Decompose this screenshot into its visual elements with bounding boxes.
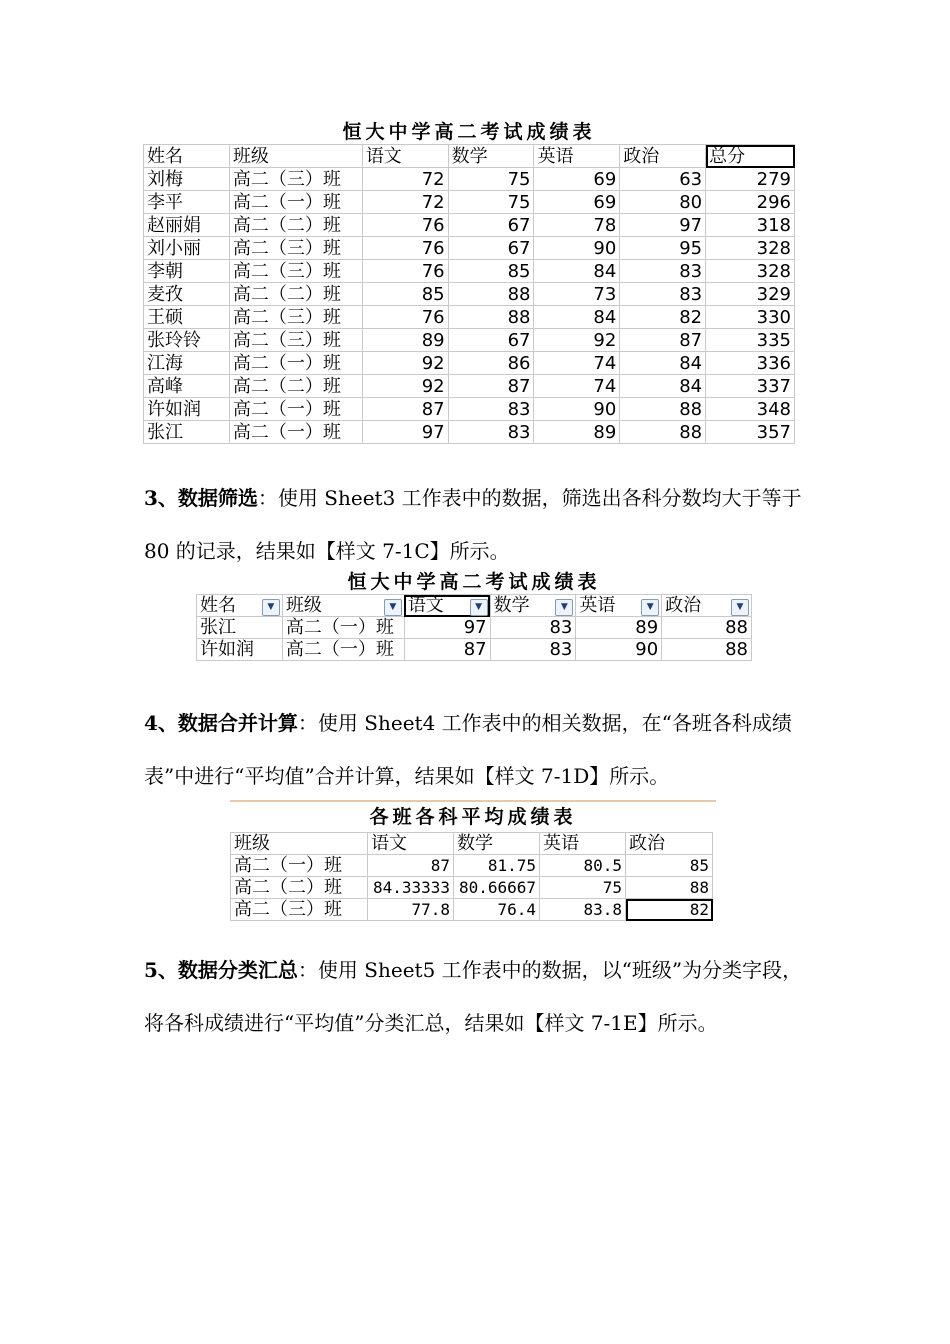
number-cell[interactable]: 88 [620, 398, 706, 421]
number-cell[interactable]: 74 [534, 352, 620, 375]
text-cell[interactable]: 高二（一）班 [282, 617, 404, 639]
number-cell[interactable]: 84 [534, 306, 620, 329]
table-row [144, 168, 795, 191]
number-cell[interactable]: 74 [534, 375, 620, 398]
number-cell[interactable]: 328 [706, 237, 795, 260]
number-cell[interactable]: 95 [620, 237, 706, 260]
text-cell[interactable]: 高二（二）班 [229, 214, 362, 237]
instruction-paragraph-5 [144, 944, 809, 1050]
text-cell[interactable]: 高峰 [144, 375, 230, 398]
number-cell[interactable]: 72 [362, 168, 448, 191]
header-cell[interactable]: 姓名 [144, 145, 230, 168]
text-cell[interactable]: 高二（一）班 [229, 191, 362, 214]
number-cell[interactable]: 89 [362, 329, 448, 352]
table-row [144, 375, 795, 398]
number-cell[interactable]: 76 [362, 214, 448, 237]
number-cell[interactable]: 87 [362, 398, 448, 421]
number-cell[interactable]: 83 [490, 617, 576, 639]
filter-header-row [197, 595, 752, 617]
filter-dropdown-icon[interactable]: ▼ [470, 599, 488, 616]
number-cell[interactable]: 87 [448, 375, 534, 398]
filter-dropdown-icon[interactable]: ▼ [384, 599, 402, 616]
text-cell[interactable]: 高二（三）班 [229, 237, 362, 260]
text-cell[interactable]: 张江 [197, 617, 283, 639]
header-cell[interactable]: 数学 [454, 833, 540, 855]
number-cell[interactable]: 92 [362, 375, 448, 398]
text-cell[interactable]: 高二（二）班 [229, 283, 362, 306]
number-cell[interactable]: 92 [534, 329, 620, 352]
average-table-title: 各班各科平均成绩表 [230, 800, 716, 832]
number-cell[interactable]: 67 [448, 214, 534, 237]
number-cell[interactable]: 75 [448, 191, 534, 214]
number-cell[interactable]: 89 [534, 421, 620, 444]
number-cell[interactable]: 86 [448, 352, 534, 375]
instruction-heading-3: 3、数据筛选 [144, 486, 258, 510]
table-row [144, 329, 795, 352]
text-cell[interactable]: 高二（二）班 [229, 375, 362, 398]
header-label: 数学 [493, 595, 530, 616]
text-cell[interactable]: 李平 [144, 191, 230, 214]
text-cell[interactable]: 张江 [144, 421, 230, 444]
number-cell[interactable]: 329 [706, 283, 795, 306]
table-header-row [144, 145, 795, 168]
text-cell[interactable]: 高二（二）班 [231, 877, 368, 899]
number-cell[interactable]: 72 [362, 191, 448, 214]
number-cell[interactable]: 69 [534, 191, 620, 214]
filter-dropdown-icon[interactable]: ▼ [731, 599, 749, 616]
number-cell[interactable]: 336 [706, 352, 795, 375]
number-cell[interactable]: 76 [362, 237, 448, 260]
table-row [144, 283, 795, 306]
number-cell[interactable]: 88 [448, 306, 534, 329]
instruction-paragraph-4 [144, 697, 809, 803]
text-cell[interactable]: 高二（三）班 [231, 899, 368, 921]
instruction-text-3: ：使用 Sheet3 工作表中的数据，筛选出各科分数均大于等于 80 的记录，结果如【样文 7-1C】所示。 [144, 486, 802, 563]
table-row [144, 306, 795, 329]
header-cell[interactable]: 政治 [620, 145, 706, 168]
number-cell[interactable]: 318 [706, 214, 795, 237]
text-cell[interactable]: 许如润 [144, 398, 230, 421]
text-cell[interactable]: 高二（一）班 [231, 855, 368, 877]
text-cell[interactable]: 高二（一）班 [229, 421, 362, 444]
header-label: 语文 [407, 595, 444, 616]
filter-dropdown-icon[interactable]: ▼ [262, 599, 280, 616]
table-row [231, 855, 713, 877]
number-cell[interactable]: 97 [362, 421, 448, 444]
table-row [144, 421, 795, 444]
instruction-heading-4: 4、数据合并计算 [144, 711, 298, 735]
header-label: 班级 [285, 595, 322, 616]
number-cell[interactable]: 90 [576, 639, 662, 661]
filter-header-cell[interactable] [576, 595, 662, 617]
table-row [144, 214, 795, 237]
number-cell[interactable]: 296 [706, 191, 795, 214]
score-table-title: 恒大中学高二考试成绩表 [342, 121, 596, 143]
table-row [144, 260, 795, 283]
header-cell[interactable]: 数学 [448, 145, 534, 168]
header-cell[interactable]: 语文 [362, 145, 448, 168]
number-cell[interactable]: 357 [706, 421, 795, 444]
number-cell[interactable]: 328 [706, 260, 795, 283]
text-cell[interactable]: 江海 [144, 352, 230, 375]
text-cell[interactable]: 高二（三）班 [229, 168, 362, 191]
number-cell[interactable]: 82 [626, 899, 713, 921]
number-cell[interactable]: 279 [706, 168, 795, 191]
number-cell[interactable]: 85 [448, 260, 534, 283]
header-cell[interactable]: 班级 [231, 833, 368, 855]
number-cell[interactable]: 73 [534, 283, 620, 306]
score-table [143, 120, 795, 444]
header-cell[interactable]: 英语 [540, 833, 626, 855]
text-cell[interactable]: 赵丽娟 [144, 214, 230, 237]
header-label: 政治 [665, 595, 702, 616]
header-label: 英语 [579, 595, 616, 616]
number-cell[interactable]: 89 [576, 617, 662, 639]
selected-header-cell[interactable]: 总分 [706, 145, 795, 168]
text-cell[interactable]: 高二（三）班 [229, 329, 362, 352]
score-table-grid [143, 144, 795, 444]
filter-header-cell[interactable] [490, 595, 576, 617]
number-cell[interactable]: 337 [706, 375, 795, 398]
text-cell[interactable]: 高二（三）班 [229, 260, 362, 283]
table-row [144, 237, 795, 260]
filter-header-cell[interactable] [282, 595, 404, 617]
number-cell[interactable]: 75 [540, 877, 626, 899]
header-cell[interactable]: 英语 [534, 145, 620, 168]
text-cell[interactable]: 高二（一）班 [229, 398, 362, 421]
number-cell[interactable]: 81.75 [454, 855, 540, 877]
text-cell[interactable]: 王硕 [144, 306, 230, 329]
header-cell[interactable]: 语文 [368, 833, 454, 855]
number-cell[interactable]: 69 [534, 168, 620, 191]
filter-header-cell[interactable] [197, 595, 283, 617]
number-cell[interactable]: 88 [662, 617, 752, 639]
number-cell[interactable]: 67 [448, 237, 534, 260]
filter-dropdown-icon[interactable]: ▼ [555, 599, 573, 616]
number-cell[interactable]: 90 [534, 237, 620, 260]
number-cell[interactable]: 84.33333 [368, 877, 454, 899]
average-score-table [230, 800, 716, 921]
number-cell[interactable]: 84 [620, 375, 706, 398]
number-cell[interactable]: 88 [662, 639, 752, 661]
instruction-text-5: ：使用 Sheet5 工作表中的数据，以“班级”为分类字段，将各科成绩进行“平均值”分类汇总，结果如【样文 7-1E】所示。 [144, 958, 803, 1035]
instruction-paragraph-3 [144, 472, 809, 578]
number-cell[interactable]: 335 [706, 329, 795, 352]
table-row [197, 639, 752, 661]
number-cell[interactable]: 88 [620, 421, 706, 444]
filter-dropdown-icon[interactable]: ▼ [641, 599, 659, 616]
number-cell[interactable]: 67 [448, 329, 534, 352]
number-cell[interactable]: 77.8 [368, 899, 454, 921]
number-cell[interactable]: 80.66667 [454, 877, 540, 899]
header-cell[interactable]: 班级 [229, 145, 362, 168]
number-cell[interactable]: 88 [448, 283, 534, 306]
number-cell[interactable]: 83 [620, 260, 706, 283]
number-cell[interactable]: 97 [404, 617, 490, 639]
number-cell[interactable]: 88 [626, 877, 713, 899]
number-cell[interactable]: 75 [448, 168, 534, 191]
average-table-grid [230, 832, 713, 921]
table-row [144, 191, 795, 214]
number-cell[interactable]: 76.4 [454, 899, 540, 921]
number-cell[interactable]: 90 [534, 398, 620, 421]
filtered-table-grid [196, 594, 752, 661]
table-header-row [231, 833, 713, 855]
number-cell[interactable]: 87 [620, 329, 706, 352]
text-cell[interactable]: 刘小丽 [144, 237, 230, 260]
header-label: 姓名 [200, 595, 236, 616]
number-cell[interactable]: 80 [620, 191, 706, 214]
text-cell[interactable]: 高二（一）班 [282, 639, 404, 661]
table-row [144, 352, 795, 375]
instruction-heading-5: 5、数据分类汇总 [144, 958, 298, 982]
filter-header-cell[interactable] [662, 595, 752, 617]
text-cell[interactable]: 高二（三）班 [229, 306, 362, 329]
filter-header-cell-selected[interactable] [404, 595, 490, 617]
number-cell[interactable]: 82 [620, 306, 706, 329]
number-cell[interactable]: 83.8 [540, 899, 626, 921]
number-cell[interactable]: 87 [368, 855, 454, 877]
number-cell[interactable]: 84 [620, 352, 706, 375]
number-cell[interactable]: 87 [404, 639, 490, 661]
number-cell[interactable]: 85 [362, 283, 448, 306]
filtered-score-table [196, 570, 752, 661]
filtered-table-title: 恒大中学高二考试成绩表 [347, 571, 601, 593]
number-cell[interactable]: 80.5 [540, 855, 626, 877]
number-cell[interactable]: 63 [620, 168, 706, 191]
text-cell[interactable]: 李朝 [144, 260, 230, 283]
table-row [231, 877, 713, 899]
text-cell[interactable]: 许如润 [197, 639, 283, 661]
text-cell[interactable]: 张玲铃 [144, 329, 230, 352]
number-cell[interactable]: 92 [362, 352, 448, 375]
text-cell[interactable]: 刘梅 [144, 168, 230, 191]
number-cell[interactable]: 78 [534, 214, 620, 237]
table-row [197, 617, 752, 639]
number-cell[interactable]: 83 [620, 283, 706, 306]
number-cell[interactable]: 85 [626, 855, 713, 877]
number-cell[interactable]: 84 [534, 260, 620, 283]
number-cell[interactable]: 83 [490, 639, 576, 661]
instruction-text-4: ：使用 Sheet4 工作表中的相关数据，在“各班各科成绩表”中进行“平均值”合并计算，结果如【样文 7-1D】所示。 [144, 711, 792, 788]
table-row [144, 398, 795, 421]
number-cell[interactable]: 83 [448, 421, 534, 444]
number-cell[interactable]: 76 [362, 306, 448, 329]
table-row [231, 899, 713, 921]
number-cell[interactable]: 348 [706, 398, 795, 421]
header-cell[interactable]: 政治 [626, 833, 713, 855]
number-cell[interactable]: 76 [362, 260, 448, 283]
number-cell[interactable]: 330 [706, 306, 795, 329]
number-cell[interactable]: 83 [448, 398, 534, 421]
text-cell[interactable]: 麦孜 [144, 283, 230, 306]
text-cell[interactable]: 高二（一）班 [229, 352, 362, 375]
number-cell[interactable]: 97 [620, 214, 706, 237]
